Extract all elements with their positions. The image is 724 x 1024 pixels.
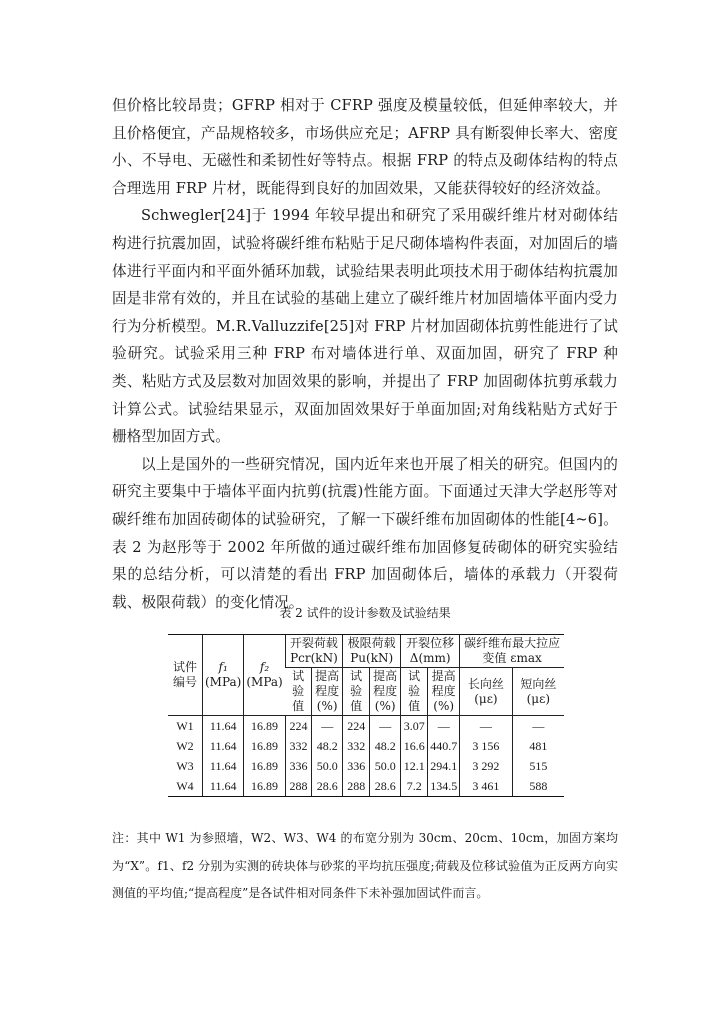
table-note: [112, 825, 618, 908]
cell-crack-displacement: 12.1: [401, 756, 428, 776]
header-crack-load-improvement: 提高程度(%): [312, 668, 343, 716]
cell-crack-load: 288: [285, 776, 312, 797]
cell-longitudinal-strain: 3 461: [460, 776, 512, 797]
table-row: [168, 756, 564, 776]
paragraph-frp-comparison: 但价格比较昂贵；GFRP 相对于 CFRP 强度及模量较低，但延伸率较大，并且价格便宜，产品规格较多，市场供应充足；AFRP 具有断裂伸长率大、密度小、不导电、无磁性和柔韧性好等特点。根据 FRP 的特点及砌体结构的特点合理选用 FRP 片材，既能得到良好的加固效果，又能获得较好的经济效益。: [112, 97, 618, 197]
cell-crack-load-improvement: 48.2: [312, 736, 343, 756]
header-crack-displacement: 开裂位移 Δ(mm): [401, 635, 460, 668]
cell-transverse-strain: 588: [512, 776, 564, 797]
cell-ultimate-load-improvement: 50.0: [370, 756, 401, 776]
table-caption: 表 2 试件的设计参数及试验结果: [279, 606, 451, 620]
cell-specimen-id: W2: [176, 738, 194, 753]
cell-longitudinal-strain: —: [460, 716, 512, 737]
cell-transverse-strain: 481: [512, 736, 564, 756]
header-specimen-id: 试件编号: [168, 635, 203, 716]
cell-ultimate-load-improvement: —: [370, 716, 401, 737]
cell-f2: 16.89: [244, 716, 285, 737]
table-row: [168, 736, 564, 756]
paragraph-domestic-research: 以上是国外的一些研究情况，国内近年来也开展了相关的研究。但国内的研究主要集中于墙体平面内抗剪(抗震)性能方面。下面通过天津大学赵彤等对碳纤维布加固砖砌体的试验研究，了解一下碳纤维布加固砌体的性能[4~6]。表 2 为赵彤等于 2002 年所做的通过碳纤维布加固修复砖砌体的研究实验结果的总结分析，可以清楚的看出 FRP 加固砌体后，墙体的承载力（开裂荷载、极限荷载）的变化情况。: [112, 455, 618, 611]
body-text: [112, 92, 618, 616]
cell-f1: 11.64: [203, 756, 244, 776]
cell-crack-displacement: 3.07: [401, 716, 428, 737]
cell-ultimate-load: 288: [343, 776, 370, 797]
header-crack-load: 开裂荷载 Pcr(kN): [285, 635, 343, 668]
cell-crack-load: 224: [285, 716, 312, 737]
table-row: [168, 716, 564, 737]
paragraph-schwegler: Schwegler[24]于 1994 年较早提出和研究了采用碳纤维片材对砌体结构进行抗震加固，试验将碳纤维布粘贴于足尺砌体墙构件表面，对加固后的墙体进行平面内和平面外循环加载，试验结果表明此项技术用于砌体结构抗震加固是非常有效的，并且在试验的基础上建立了碳纤维片材加固墙体平面内受力行为分析模型。M.R.Valluzzife[25]对 FRP 片材加固砌体抗剪性能进行了试验研究。试验采用三种 FRP 布对墙体进行单、双面加固，研究了 FRP 种类、粘贴方式及层数对加固效果的影响，并提出了 FRP 加固砌体抗剪承载力计算公式。试验结果显示，双面加固效果好于单面加固;对角线粘贴方式好于栅格型加固方式。: [112, 207, 618, 446]
table-row: [168, 776, 564, 797]
cell-crack-load-improvement: 28.6: [312, 776, 343, 797]
table-note-text: 注：其中 W1 为参照墙，W2、W3、W4 的布宽分别为 30cm、20cm、10cm，加固方案均为“X”。f1、f2 分别为实测的砖块体与砂浆的平均抗压强度;荷载及位移试验值为正反两方向实测值的平均值;“提高程度”是各试件相对同条件下未补强加固试件而言。: [112, 831, 618, 900]
cell-f1: 11.64: [203, 776, 244, 797]
cell-displacement-improvement: 294.1: [428, 756, 460, 776]
cell-longitudinal-strain: 3 156: [460, 736, 512, 756]
header-f1: f₁ (MPa): [203, 635, 244, 716]
cell-longitudinal-strain: 3 292: [460, 756, 512, 776]
cell-f1: 11.64: [203, 716, 244, 737]
header-transverse-strain: 短向丝 (με): [512, 668, 564, 716]
cell-crack-load: 336: [285, 756, 312, 776]
cell-transverse-strain: —: [512, 716, 564, 737]
cell-ultimate-load: 336: [343, 756, 370, 776]
cell-displacement-improvement: —: [428, 716, 460, 737]
cell-ultimate-load: 332: [343, 736, 370, 756]
cell-crack-displacement: 7.2: [401, 776, 428, 797]
header-ultimate-load-test-value: 试验值: [343, 668, 370, 716]
header-longitudinal-strain: 长向丝 (με): [460, 668, 512, 716]
cell-crack-displacement: 16.6: [401, 736, 428, 756]
header-cfrp-strain: 碳纤维布最大拉应变值 εmax: [460, 635, 564, 668]
header-displacement-test-value: 试验值: [401, 668, 428, 716]
header-displacement-improvement: 提高程度(%): [428, 668, 460, 716]
cell-transverse-strain: 515: [512, 756, 564, 776]
cell-specimen-id: W3: [176, 758, 194, 773]
cell-f1: 11.64: [203, 736, 244, 756]
header-ultimate-load-improvement: 提高程度(%): [370, 668, 401, 716]
cell-f2: 16.89: [244, 736, 285, 756]
results-table: [168, 634, 564, 797]
cell-crack-load-improvement: —: [312, 716, 343, 737]
cell-specimen-id: W1: [168, 716, 203, 737]
header-f2: f₂ (MPa): [244, 635, 285, 716]
cell-displacement-improvement: 440.7: [428, 736, 460, 756]
cell-ultimate-load: 224: [343, 716, 370, 737]
header-ultimate-load: 极限荷载 Pu(kN): [343, 635, 401, 668]
cell-f2: 16.89: [244, 776, 285, 797]
cell-ultimate-load-improvement: 48.2: [370, 736, 401, 756]
cell-crack-load: 332: [285, 736, 312, 756]
cell-specimen-id: W4: [168, 776, 203, 797]
cell-displacement-improvement: 134.5: [428, 776, 460, 797]
cell-crack-load-improvement: 50.0: [312, 756, 343, 776]
cell-ultimate-load-improvement: 28.6: [370, 776, 401, 797]
cell-f2: 16.89: [244, 756, 285, 776]
header-crack-load-test-value: 试验值: [285, 668, 312, 716]
